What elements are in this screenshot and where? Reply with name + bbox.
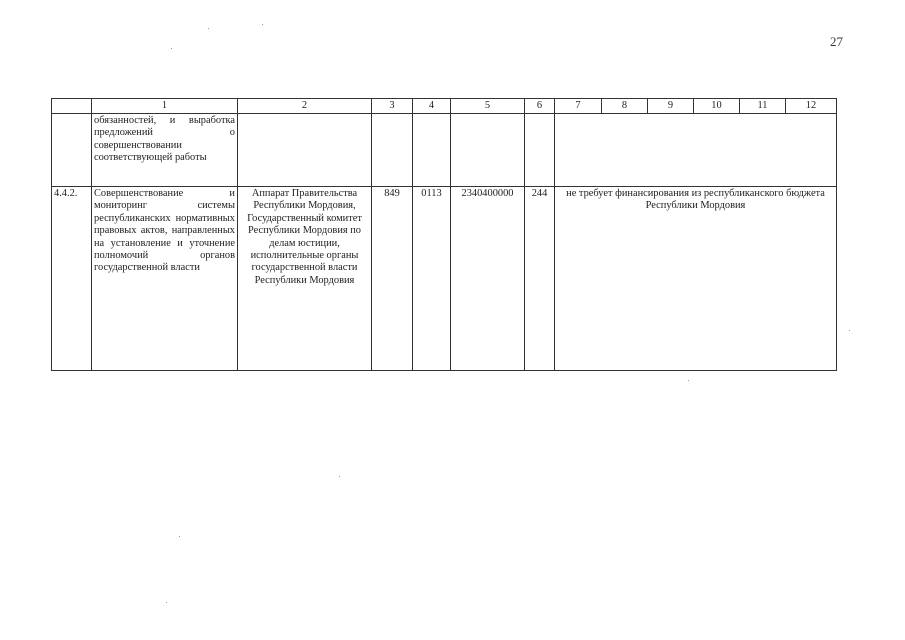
table-row-4-4-2 xyxy=(52,187,837,371)
executor-cell: Аппарат Правительства Республики Мордовия, Государственный комитет Республики Мордовия по делам юстиции, исполнительные органы государственной власти Республики Мордовия xyxy=(238,187,372,371)
code-5-cell: 2340400000 xyxy=(451,187,525,371)
header-cell-9: 9 xyxy=(648,99,694,114)
header-cell-3: 3 xyxy=(372,99,413,114)
scan-speck xyxy=(339,476,340,477)
budget-table xyxy=(51,98,837,371)
executor-cell xyxy=(238,114,372,187)
funding-cell: не требует финансирования из республиканского бюджета Республики Мордовия xyxy=(555,187,837,371)
code-4-cell: 0113 xyxy=(413,187,451,371)
header-cell-7: 7 xyxy=(555,99,602,114)
page-number: 27 xyxy=(830,34,843,49)
code-3-cell xyxy=(372,114,413,187)
scan-speck xyxy=(166,602,167,603)
header-cell-num xyxy=(52,99,92,114)
header-cell-1: 1 xyxy=(92,99,238,114)
row-number-cell xyxy=(52,114,92,187)
measure-description-cell: обязанностей, и выработка предложений о совершенствовании соответствующей работы xyxy=(92,114,238,187)
header-cell-12: 12 xyxy=(786,99,837,114)
header-cell-8: 8 xyxy=(602,99,648,114)
header-cell-6: 6 xyxy=(525,99,555,114)
header-cell-11: 11 xyxy=(740,99,786,114)
row-number-cell: 4.4.2. xyxy=(52,187,92,371)
table-row-continuation xyxy=(52,114,837,187)
code-3-cell: 849 xyxy=(372,187,413,371)
code-6-cell: 244 xyxy=(525,187,555,371)
code-6-cell xyxy=(525,114,555,187)
code-4-cell xyxy=(413,114,451,187)
scan-speck xyxy=(262,24,263,25)
scan-speck xyxy=(171,48,172,49)
header-cell-10: 10 xyxy=(694,99,740,114)
code-5-cell xyxy=(451,114,525,187)
measure-description-cell: Совершенствование и мониторинг системы республиканских нормативных правовых актов, направленных на установление и уточнение полномочий органов государственной власти xyxy=(92,187,238,371)
header-cell-4: 4 xyxy=(413,99,451,114)
header-cell-2: 2 xyxy=(238,99,372,114)
header-cell-5: 5 xyxy=(451,99,525,114)
column-header-row xyxy=(52,99,837,114)
funding-cell xyxy=(555,114,837,187)
scan-speck xyxy=(849,330,850,331)
scan-speck xyxy=(179,536,180,537)
scan-speck xyxy=(208,28,209,29)
scan-speck xyxy=(688,380,689,381)
